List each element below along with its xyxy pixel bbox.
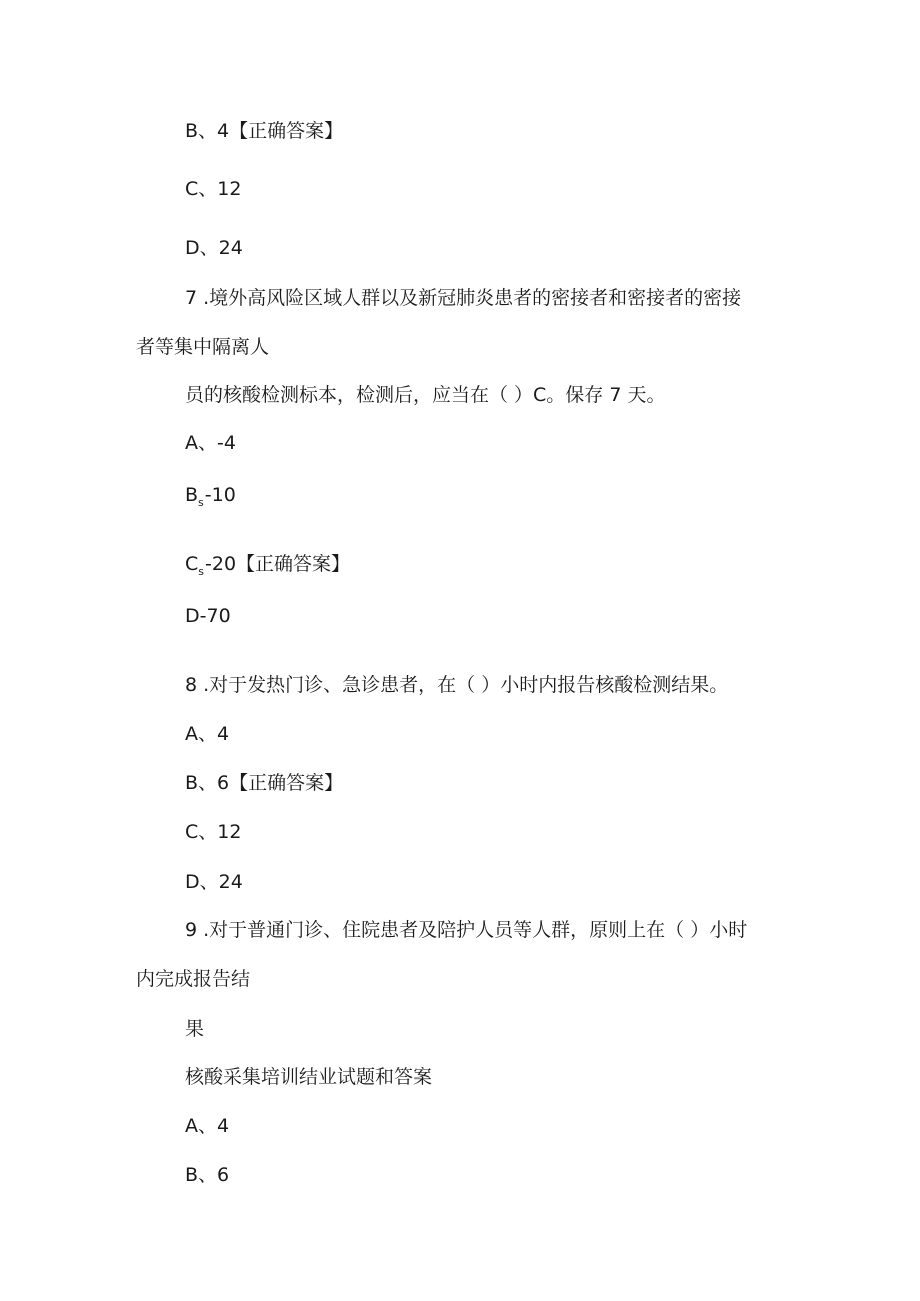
document-footer-title: 核酸采集培训结业试题和答案 [185, 1066, 433, 1088]
option-c-subscript: s [198, 565, 205, 578]
option-d-q6: D、24 [185, 237, 243, 259]
option-a-q8: A、4 [185, 723, 230, 745]
question-7-line-2: 者等集中隔离人 [136, 336, 270, 358]
option-d-q8: D、24 [185, 871, 243, 893]
option-d-q7: D-70 [185, 605, 231, 627]
option-a-q7: A、-4 [185, 432, 236, 454]
option-b-subscript: s [198, 496, 204, 509]
option-c-letter: C [185, 553, 199, 575]
option-c-q7 [185, 551, 350, 580]
option-b-text: -10 [204, 484, 236, 506]
question-9-line-3: 果 [185, 1018, 205, 1040]
option-b-q9: B、6 [185, 1164, 230, 1186]
option-b-q8: B、6【正确答案】 [185, 772, 344, 794]
option-b-q6: B、4【正确答案】 [185, 120, 344, 142]
option-b-q7 [185, 482, 236, 511]
option-b-letter: B [185, 484, 199, 506]
question-8: 8 .对于发热门诊、急诊患者，在（ ）小时内报告核酸检测结果。 [185, 674, 729, 696]
option-a-q9: A、4 [185, 1115, 230, 1137]
question-7-line-1: 7 .境外高风险区域人群以及新冠肺炎患者的密接者和密接者的密接 [185, 287, 742, 309]
option-c-text: -20【正确答案】 [205, 553, 351, 575]
option-c-q8: C、12 [185, 821, 242, 843]
question-7-line-3: 员的核酸检测标本，检测后，应当在（ ）C。保存 7 天。 [185, 384, 666, 406]
question-9-line-1: 9 .对于普通门诊、住院患者及陪护人员等人群，原则上在（ ）小时 [185, 919, 748, 941]
question-9-line-2: 内完成报告结 [136, 968, 251, 990]
option-c-q6: C、12 [185, 178, 242, 200]
